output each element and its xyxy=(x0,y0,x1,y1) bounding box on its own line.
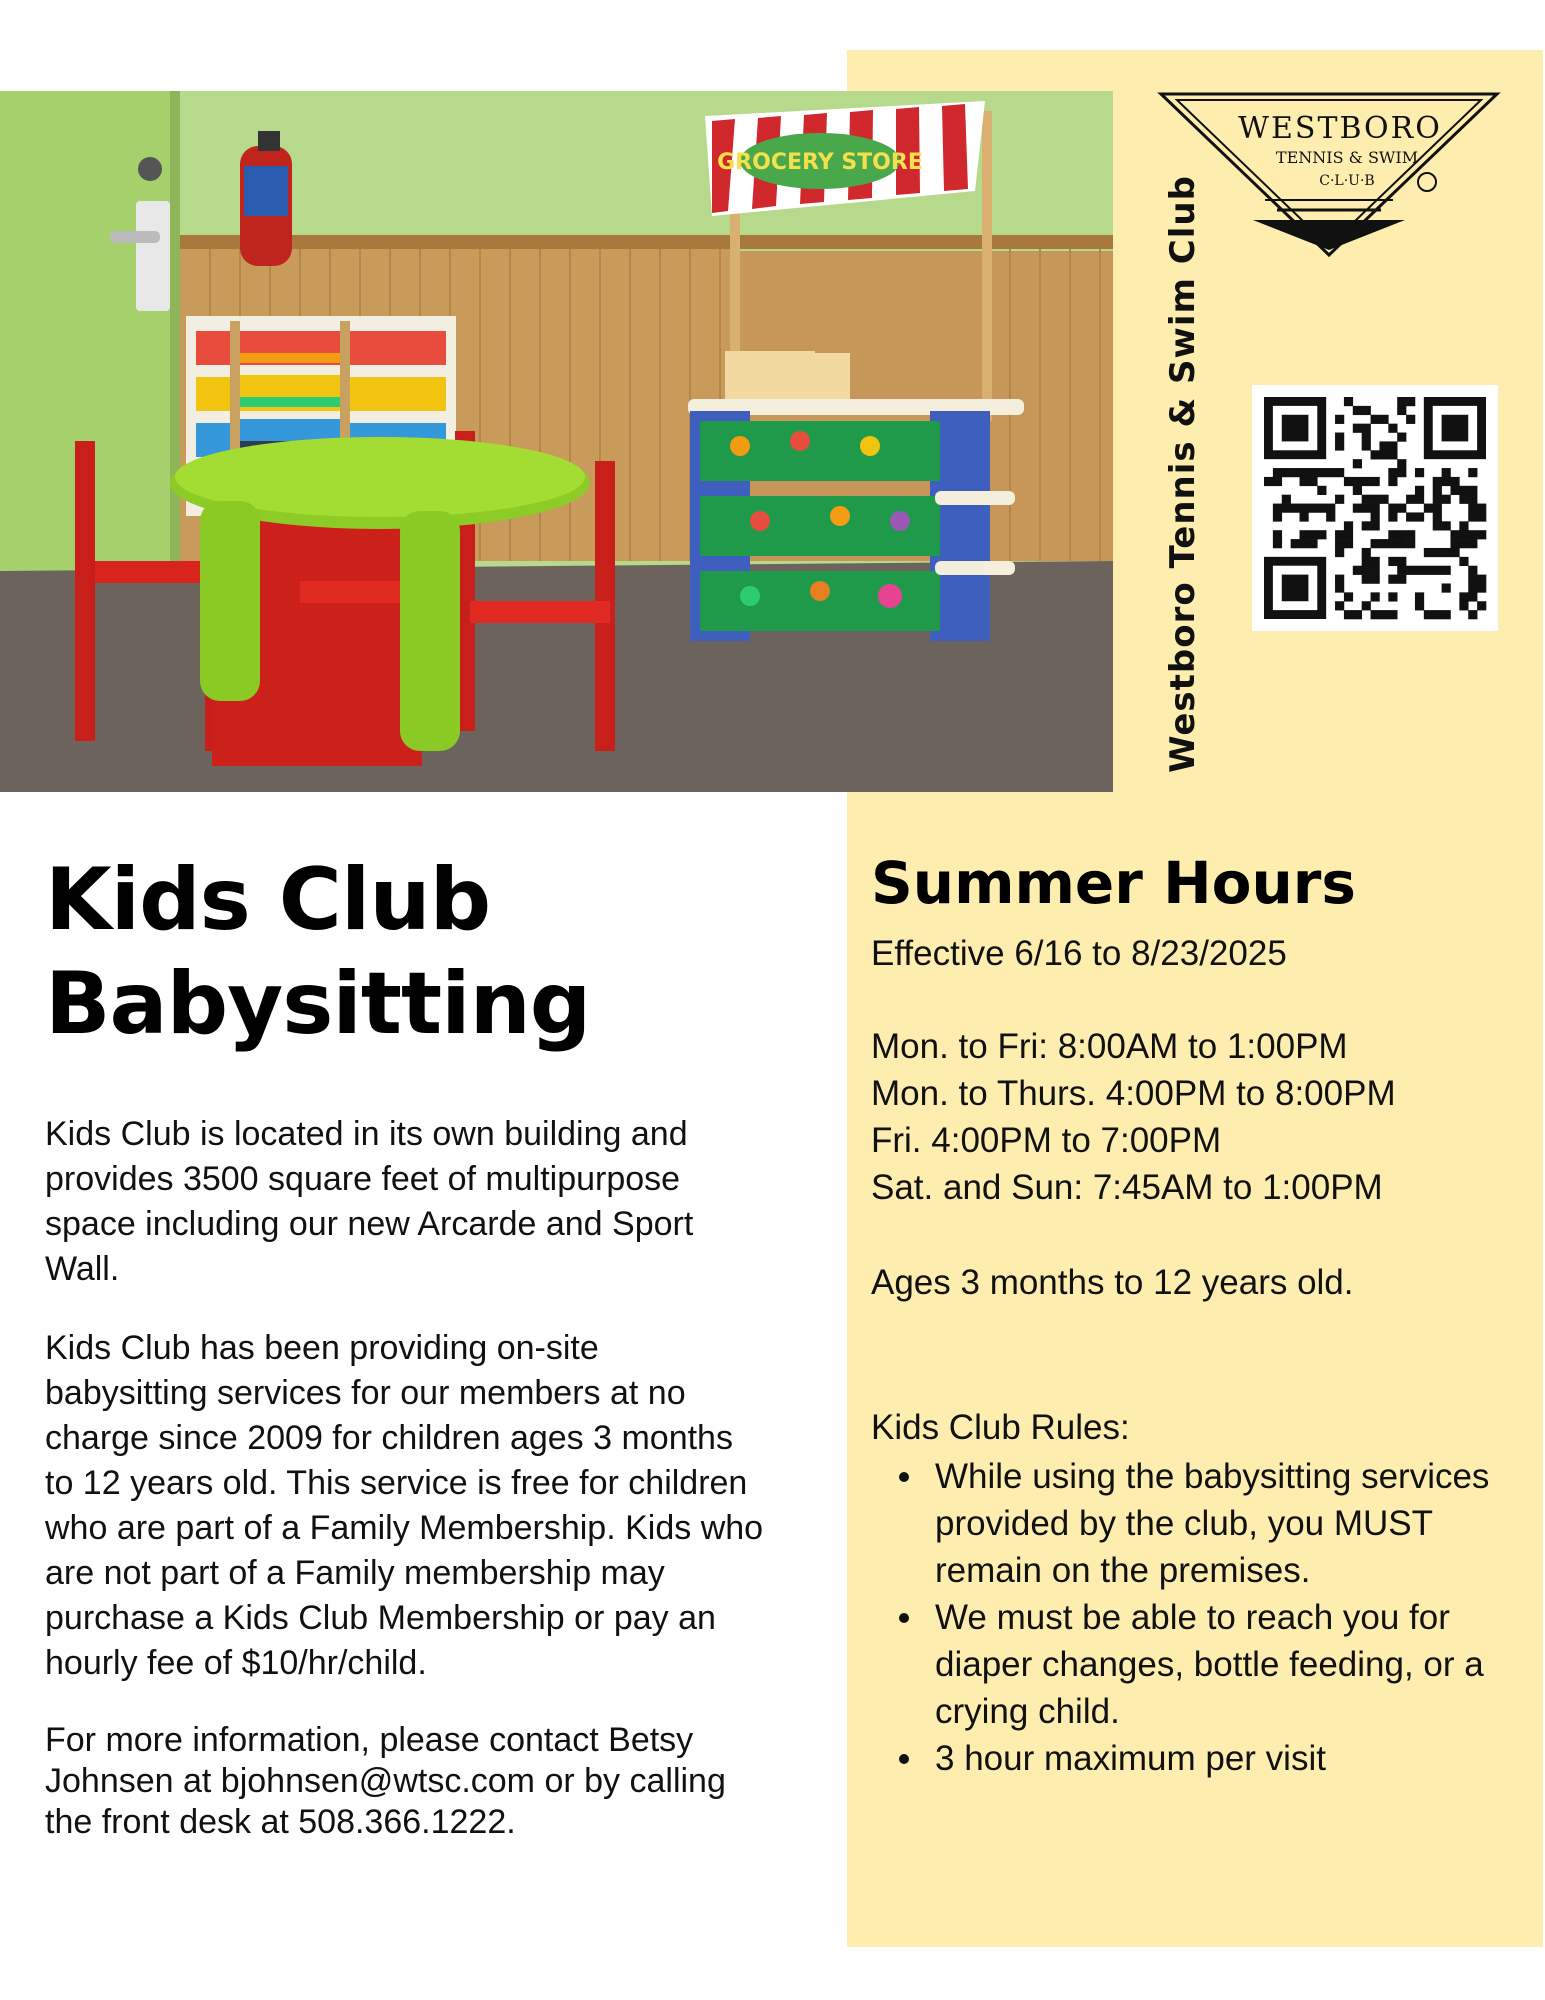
rule-item: While using the babysitting services provided by the club, you MUST remain on the premises. xyxy=(935,1453,1511,1594)
title-line-2: Babysitting xyxy=(45,954,591,1054)
hours-line: Fri. 4:00PM to 7:00PM xyxy=(871,1121,1222,1160)
vertical-title-text: Westboro Tennis & Swim Club xyxy=(1163,174,1204,773)
effective-dates: Effective 6/16 to 8/23/2025 xyxy=(871,934,1287,973)
qr-code-icon[interactable] xyxy=(1252,385,1498,631)
rule-item: 3 hour maximum per visit xyxy=(935,1735,1511,1782)
tennis-racket-icon xyxy=(1418,173,1436,191)
kids-room-photo xyxy=(0,91,1113,792)
summer-hours-title: Summer Hours xyxy=(871,849,1356,917)
rules-title: Kids Club Rules: xyxy=(871,1408,1130,1447)
rules-list xyxy=(871,1453,1511,1782)
logo-name: WESTBORO xyxy=(1238,111,1442,146)
summer-hours-section xyxy=(871,848,1511,1782)
hours-line: Mon. to Fri: 8:00AM to 1:00PM xyxy=(871,1027,1348,1066)
hours-line: Sat. and Sun: 7:45AM to 1:00PM xyxy=(871,1168,1383,1207)
page-title xyxy=(45,848,590,1056)
intro-paragraph-2: Kids Club has been providing on-site babysitting services for our members at no charge since 2009 for children ages 3 months to 12 years old. This service is free for children who are part of a Family Membership. Kids who are not part of a Family membership may purchase a Kids Club Membership or pay an hourly fee of $10/hr/child. xyxy=(45,1329,764,1682)
contact-paragraph: For more information, please contact Betsy Johnsen at bjohnsen@wtsc.com or by calling the front desk at 508.366.1222. xyxy=(45,1721,726,1841)
grocery-sign: GROCERY STORE xyxy=(717,150,923,175)
club-logo xyxy=(1157,90,1501,260)
logo-line3: C·L·U·B xyxy=(1319,173,1375,189)
rule-item: We must be able to reach you for diaper changes, bottle feeding, or a crying child. xyxy=(935,1594,1511,1735)
logo-line2: TENNIS & SWIM xyxy=(1275,148,1419,167)
title-line-1: Kids Club xyxy=(45,850,491,950)
intro-text xyxy=(45,1112,765,1877)
hours-list xyxy=(871,1023,1511,1211)
hours-line: Mon. to Thurs. 4:00PM to 8:00PM xyxy=(871,1074,1396,1113)
age-range: Ages 3 months to 12 years old. xyxy=(871,1263,1354,1302)
intro-paragraph-1: Kids Club is located in its own building and provides 3500 square feet of multipurpose space including our new Arcarde and Sport Wall. xyxy=(45,1115,694,1288)
